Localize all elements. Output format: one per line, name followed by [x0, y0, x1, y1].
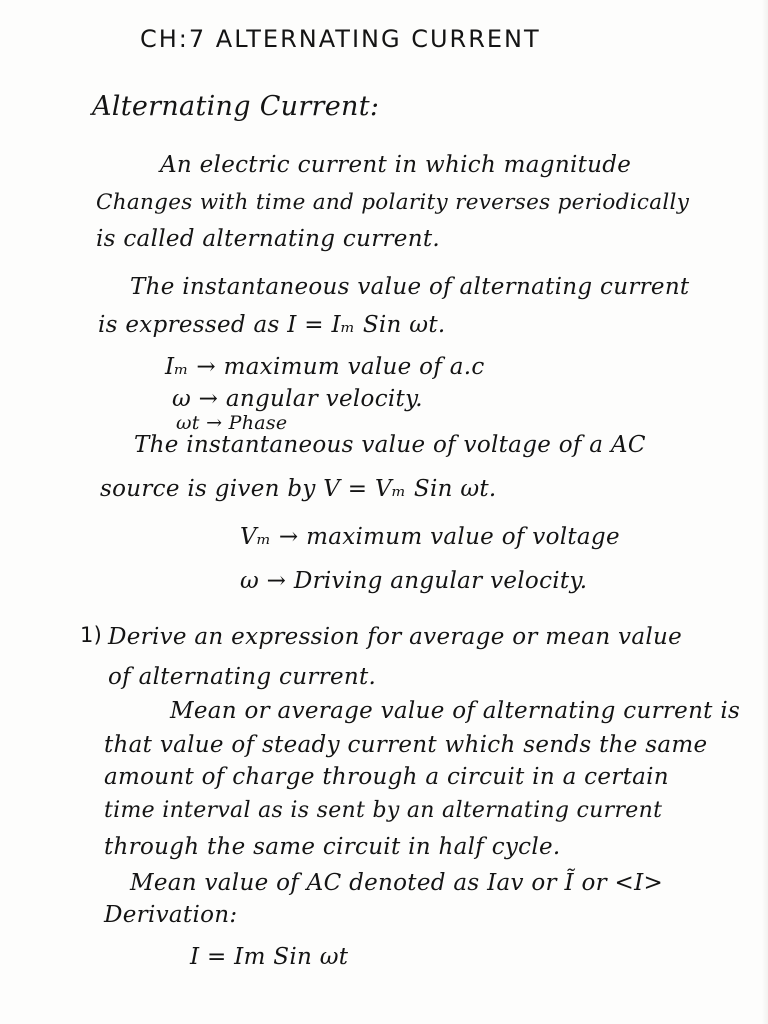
question-line-1: Derive an expression for average or mean value	[108, 624, 683, 650]
mean-value-line-2: that value of steady current which sends the same	[104, 732, 708, 758]
definition-line-3: is called alternating current.	[96, 226, 440, 252]
chapter-title: CH:7 ALTERNATING CURRENT	[140, 25, 541, 53]
definition-line-2: Changes with time and polarity reverses periodically	[96, 190, 690, 215]
notation-line: Mean value of AC denoted as Iav or Ĩ or <I>	[130, 870, 664, 896]
voltage-term-driving: ω → Driving angular velocity.	[240, 568, 588, 594]
derivation-label: Derivation:	[104, 902, 238, 928]
instantaneous-voltage-line-1: The instantaneous value of voltage of a AC	[134, 432, 646, 458]
mean-value-line-4: time interval as is sent by an alternating current	[104, 798, 663, 823]
mean-value-line-1: Mean or average value of alternating current is	[170, 698, 741, 724]
mean-value-line-3: amount of charge through a circuit in a certain	[104, 764, 669, 790]
instantaneous-current-line-2: is expressed as I = Iₘ Sin ωt.	[98, 312, 446, 338]
question-number: 1)	[80, 623, 103, 647]
scan-edge-shadow	[762, 0, 768, 1024]
current-term-angular: ω → angular velocity.	[172, 386, 423, 412]
current-term-phase: ωt → Phase	[176, 412, 288, 434]
current-term-max: Iₘ → maximum value of a.c	[165, 354, 485, 380]
voltage-term-max: Vₘ → maximum value of voltage	[240, 524, 620, 550]
section-heading: Alternating Current:	[92, 91, 380, 122]
instantaneous-voltage-line-2: source is given by V = Vₘ Sin ωt.	[100, 476, 497, 502]
question-line-2: of alternating current.	[108, 664, 377, 690]
instantaneous-current-line-1: The instantaneous value of alternating current	[130, 274, 690, 300]
definition-line-1: An electric current in which magnitude	[160, 152, 632, 178]
mean-value-line-5: through the same circuit in half cycle.	[104, 834, 561, 860]
equation: I = Im Sin ωt	[190, 944, 349, 970]
